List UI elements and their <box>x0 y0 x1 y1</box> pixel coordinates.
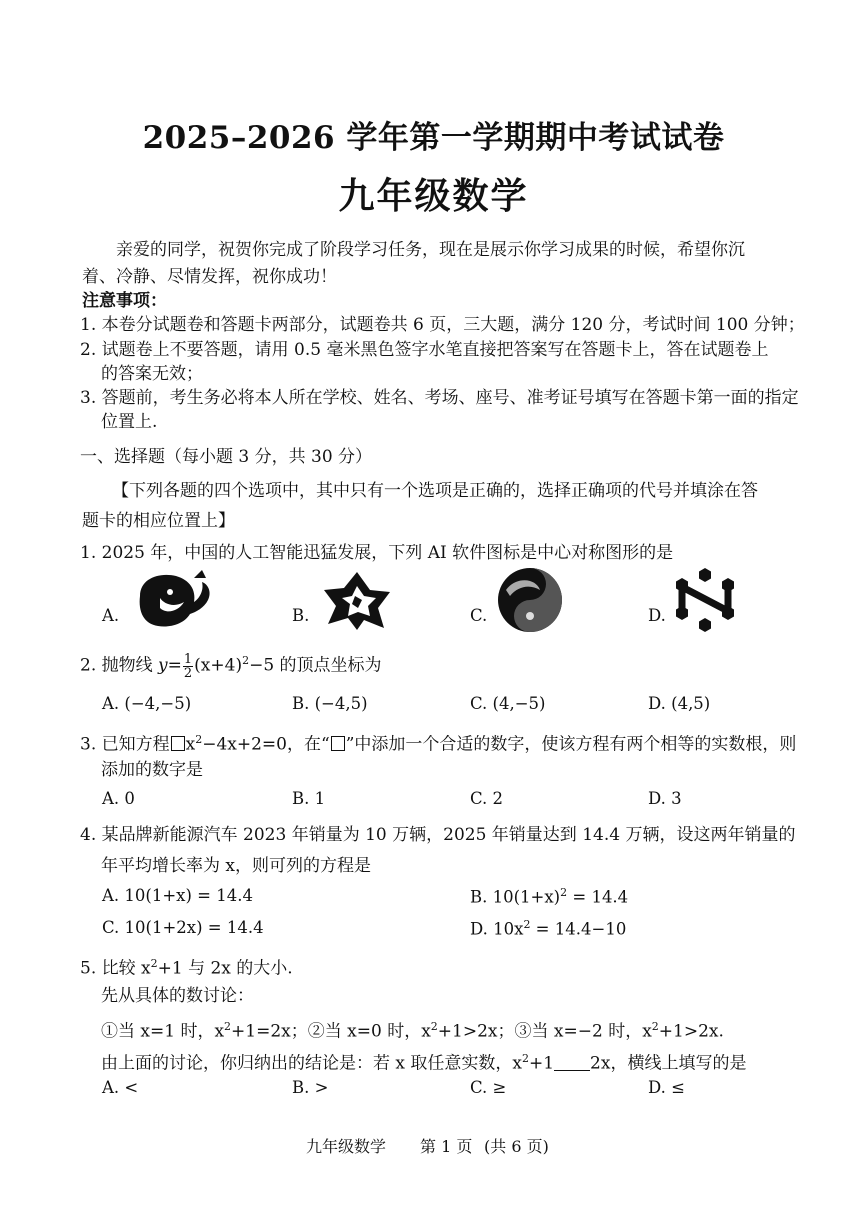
q4-option-b-rhs: = 14.4 <box>567 887 629 907</box>
q2-option-b: B. (−4,5) <box>292 694 368 713</box>
q3-option-c: C. 2 <box>470 789 504 808</box>
note-3: 3. 答题前，考生务必将本人所在学校、姓名、考场、座号、准考证号填写在答题卡第一面的指定 <box>80 388 799 408</box>
q5-option-d: D. ≤ <box>648 1078 685 1097</box>
q4-option-a: A. 10(1+x) = 14.4 <box>102 886 253 905</box>
q5-suffix: +1 与 2x 的大小. <box>157 958 293 979</box>
q4-option-b <box>470 886 628 907</box>
intro-line-2: 着、冷静、尽情发挥，祝你成功！ <box>82 267 337 287</box>
q3-x: x <box>185 734 196 755</box>
q2-equals: = <box>167 655 182 676</box>
q2-option-d: D. (4,5) <box>648 694 711 713</box>
note-3-cont: 位置上. <box>101 412 158 432</box>
section-instruction-cont: 题卡的相应位置上】 <box>82 511 235 531</box>
q4-option-d-base: D. 10x <box>470 919 524 939</box>
footer-subject: 九年级数学 <box>306 1137 387 1156</box>
hexagon-network-icon <box>670 566 740 634</box>
question-2-text <box>80 648 382 680</box>
q5-option-a: A. < <box>102 1078 139 1097</box>
q1-option-c-label: C. <box>470 606 488 625</box>
question-5-text <box>80 951 293 982</box>
footer-total-pages: (共 6 页) <box>484 1137 549 1156</box>
q3-option-a: A. 0 <box>102 789 135 808</box>
q3-suffix: ”中添加一个合适的数字，使该方程有两个相等的实数根，则 <box>345 734 797 755</box>
question-5-line-3 <box>101 1014 724 1045</box>
subject-title: 九年级数学 <box>338 175 529 217</box>
question-5-line-4 <box>101 1046 746 1077</box>
question-4-text-cont: 年平均增长率为 x，则可列的方程是 <box>101 856 371 876</box>
note-2-cont: 的答案无效； <box>101 364 203 384</box>
q5-exponent: 2 <box>651 1020 659 1033</box>
q4-option-b-exponent: 2 <box>560 886 568 899</box>
section-heading: 一、选择题（每小题 3 分，共 30 分） <box>80 447 373 467</box>
q3-middle: −4x+2=0，在“ <box>202 734 330 755</box>
q4-option-d-rhs: = 14.4−10 <box>530 919 627 939</box>
q1-option-b-label: B. <box>292 606 310 625</box>
q5-exponent: 2 <box>150 957 158 970</box>
footer-page-number: 第 1 页 <box>420 1137 473 1156</box>
q2-expression: (x+4) <box>194 655 243 676</box>
q1-option-a-label: A. <box>102 606 120 625</box>
q4-option-d <box>470 918 626 939</box>
q2-option-a: A. (−4,−5) <box>102 694 192 713</box>
note-2: 2. 试题卷上不要答题，请用 0.5 毫米黑色签字水笔直接把答案写在答题卡上，答在试题卷上 <box>80 340 769 360</box>
q3-prefix: 3. 已知方程 <box>80 734 170 755</box>
q5-case-1: ①当 x=1 时，x <box>101 1021 225 1042</box>
q5-case-3-end: +1>2x. <box>658 1021 724 1042</box>
blank-box-icon <box>171 736 185 751</box>
q2-suffix: −5 的顶点坐标为 <box>249 655 382 676</box>
answer-blank-line <box>554 1070 590 1071</box>
notes-heading: 注意事项： <box>82 291 167 311</box>
q3-exponent: 2 <box>195 733 203 746</box>
q2-numerator: 1 <box>183 651 193 667</box>
q5-case-2: +1=2x；②当 x=0 时，x <box>231 1021 431 1042</box>
intro-line-1: 亲爱的同学，祝贺你完成了阶段学习任务，现在是展示你学习成果的时候，希望你沉 <box>116 240 745 260</box>
exam-title: 2025–2026 学年第一学期期中考试试卷 <box>142 120 725 156</box>
yin-yang-logo-icon <box>496 566 564 634</box>
whale-logo-icon <box>130 568 214 632</box>
question-3-text-cont: 添加的数字是 <box>101 760 203 780</box>
blank-box-icon <box>331 736 345 751</box>
q3-option-b: B. 1 <box>292 789 326 808</box>
q5-exponent: 2 <box>430 1020 438 1033</box>
q2-variable-y: y <box>158 655 168 676</box>
q4-option-d-exponent: 2 <box>523 918 531 931</box>
question-5-line-2: 先从具体的数讨论： <box>101 986 254 1006</box>
q5-conclusion-prefix: 由上面的讨论，你归纳出的结论是：若 x 取任意实数，x <box>101 1053 522 1074</box>
hexagram-logo-icon <box>322 570 392 632</box>
q5-conclusion-suffix: 2x，横线上填写的是 <box>590 1053 747 1074</box>
q5-case-3: +1>2x；③当 x=−2 时，x <box>437 1021 652 1042</box>
q3-option-d: D. 3 <box>648 789 682 808</box>
question-3-text <box>80 727 796 758</box>
question-1-text: 1. 2025 年，中国的人工智能迅猛发展，下列 AI 软件图标是中心对称图形的是 <box>80 543 674 563</box>
q2-prefix: 2. 抛物线 <box>80 655 159 676</box>
q5-exponent: 2 <box>521 1052 529 1065</box>
q4-option-b-base: B. 10(1+x) <box>470 887 561 907</box>
note-1: 1. 本卷分试题卷和答题卡两部分，试题卷共 6 页，三大题，满分 120 分，考试时间 100 分钟； <box>80 315 805 335</box>
q4-option-c: C. 10(1+2x) = 14.4 <box>102 918 264 937</box>
q2-fraction <box>183 653 193 680</box>
section-instruction: 【下列各题的四个选项中，其中只有一个选项是正确的，选择正确项的代号并填涂在答 <box>112 481 758 501</box>
q5-exponent: 2 <box>224 1020 232 1033</box>
q2-option-c: C. (4,−5) <box>470 694 546 713</box>
q5-prefix: 5. 比较 x <box>80 958 151 979</box>
q5-option-b: B. > <box>292 1078 329 1097</box>
q2-exponent: 2 <box>242 654 250 667</box>
q5-option-c: C. ≥ <box>470 1078 507 1097</box>
question-4-text: 4. 某品牌新能源汽车 2023 年销量为 10 万辆，2025 年销量达到 14.4 万辆，设这两年销量的 <box>80 825 796 845</box>
q5-conclusion-mid: +1 <box>528 1053 555 1074</box>
q1-option-d-label: D. <box>648 606 666 625</box>
q2-denominator: 2 <box>183 665 193 681</box>
